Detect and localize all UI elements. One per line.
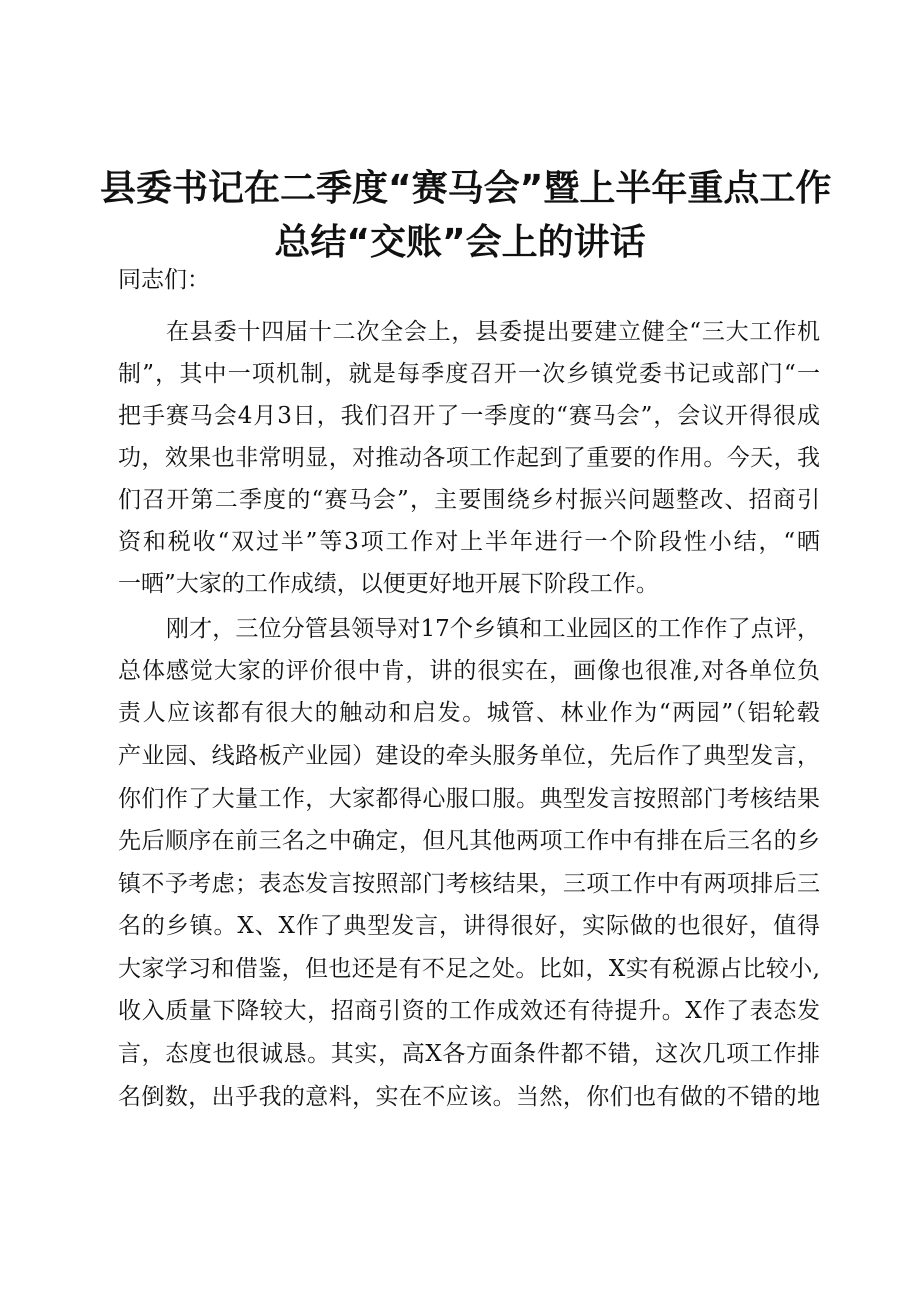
paragraph-2-line: 名的乡镇。X、X作了典型发言，讲得很好，实际做的也很好，值得 xyxy=(118,913,820,939)
paragraph-2-line: 总体感觉大家的评价很中肯，讲的很实在，画像也很准,对各单位负 xyxy=(118,658,820,684)
paragraph-2-line: 你们作了大量工作，大家都得心服口服。典型发言按照部门考核结果 xyxy=(118,786,820,812)
paragraph-1-line: 在县委十四届十二次全会上，县委提出要建立健全“三大工作机 xyxy=(166,319,820,345)
paragraph-2-line: 言，态度也很诚恳。其实，高X各方面条件都不错，这次几项工作排 xyxy=(118,1041,820,1067)
paragraph-1-line: 一晒”大家的工作成绩，以便更好地开展下阶段工作。 xyxy=(118,571,659,597)
document-title-line-1: 县委书记在二季度“赛马会”暨上半年重点工作 xyxy=(100,168,832,209)
paragraph-1-line: 们召开第二季度的“赛马会”，主要围绕乡村振兴问题整改、招商引 xyxy=(118,487,820,513)
paragraph-1-line: 资和税收“双过半”等3项工作对上半年进行一个阶段性小结，“晒 xyxy=(118,529,820,555)
paragraph-2-line: 刚才，三位分管县领导对17个乡镇和工业园区的工作作了点评， xyxy=(166,616,820,642)
paragraph-2-line: 收入质量下降较大，招商引资的工作成效还有待提升。X作了表态发 xyxy=(118,998,820,1024)
paragraph-2-line: 大家学习和借鉴，但也还是有不足之处。比如，X实有税源占比较小, xyxy=(118,956,820,982)
paragraph-2-line: 产业园、线路板产业园）建设的牵头服务单位，先后作了典型发言， xyxy=(118,743,820,769)
paragraph-1-line: 功，效果也非常明显，对推动各项工作起到了重要的作用。今天，我 xyxy=(118,445,820,471)
document-title-line-2: 总结“交账”会上的讲话 xyxy=(274,222,646,263)
paragraph-2-line: 先后顺序在前三名之中确定，但凡其他两项工作中有排在后三名的乡 xyxy=(118,828,820,854)
paragraph-2-line: 责人应该都有很大的触动和启发。城管、林业作为“两园”（铝轮毂 xyxy=(118,700,820,726)
paragraph-1-line: 把手赛马会4月3日，我们召开了一季度的“赛马会”，会议开得很成 xyxy=(118,403,820,429)
paragraph-2-line: 名倒数，出乎我的意料，实在不应该。当然，你们也有做的不错的地 xyxy=(118,1084,820,1110)
paragraph-2-line: 镇不予考虑；表态发言按照部门考核结果，三项工作中有两项排后三 xyxy=(118,871,820,897)
paragraph-1-line: 制”，其中一项机制，就是每季度召开一次乡镇党委书记或部门“一 xyxy=(118,361,820,387)
salutation: 同志们： xyxy=(118,267,210,293)
